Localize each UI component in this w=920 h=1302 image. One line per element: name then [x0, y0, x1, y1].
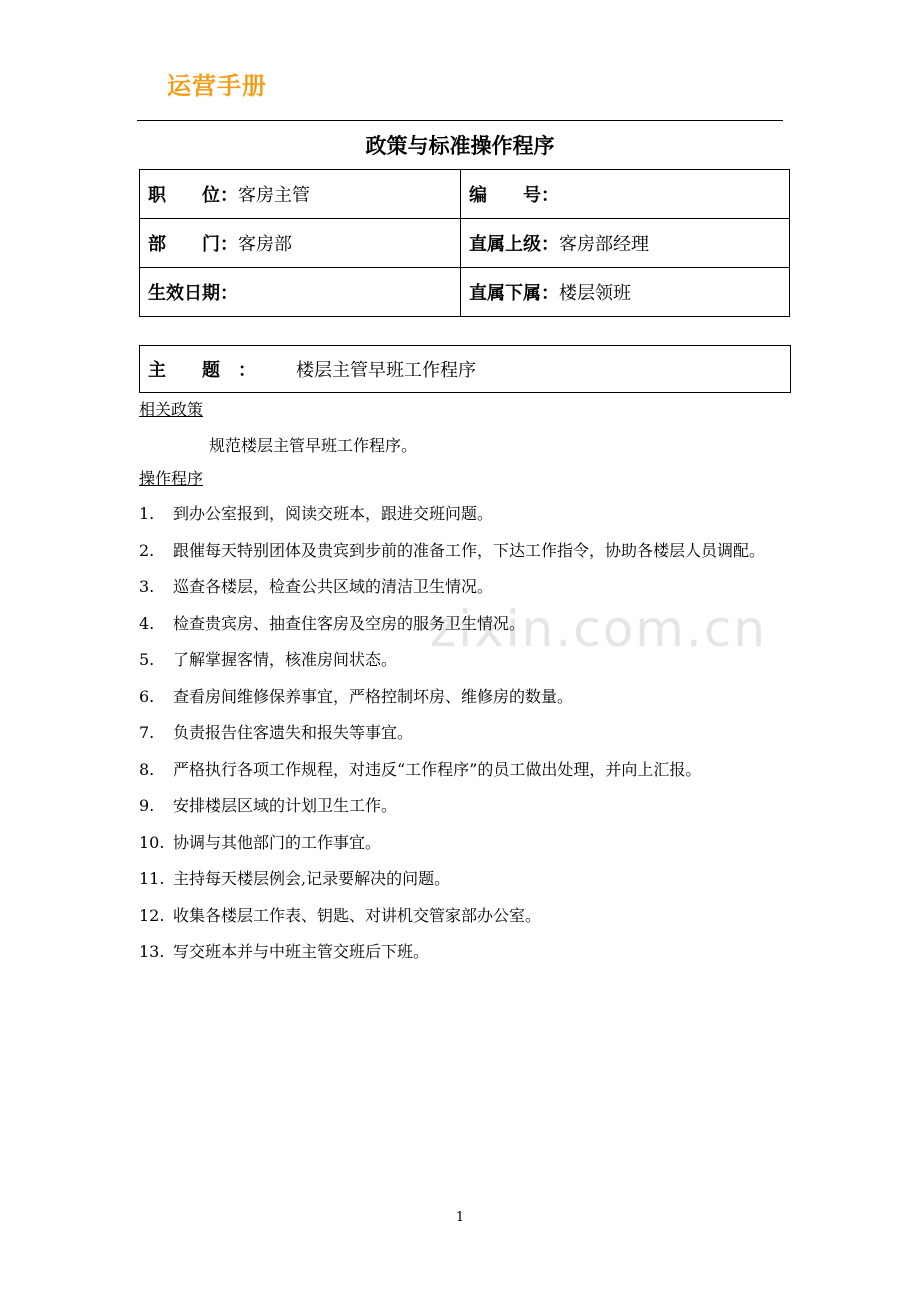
procedure-step — [139, 794, 799, 817]
info-table — [139, 169, 790, 317]
procedure-list — [139, 502, 799, 977]
number-cell — [461, 170, 790, 219]
page-number: 1 — [455, 1210, 465, 1225]
info-row — [140, 268, 790, 317]
step-number: 13. — [139, 942, 165, 961]
subordinate-label: 直属下属： — [469, 283, 559, 304]
step-number: 1. — [139, 504, 155, 523]
effective-date-label: 生效日期： — [148, 283, 238, 304]
step-text: 检查贵宾房、抽查住客房及空房的服务卫生情况。 — [173, 613, 526, 633]
subject-box — [139, 345, 791, 393]
step-text: 了解掌握客情，核准房间状态。 — [173, 650, 398, 669]
step-text: 查看房间维修保养事宜，严格控制坏房、维修房的数量。 — [173, 686, 574, 706]
policy-heading: 相关政策 — [139, 400, 204, 419]
procedure-step — [139, 721, 799, 744]
step-number: 11. — [139, 869, 165, 888]
department-label: 部 门： — [148, 234, 238, 255]
brand-title: 运营手册 — [167, 72, 267, 100]
procedure-heading: 操作程序 — [139, 469, 204, 488]
position-label: 职 位： — [148, 185, 238, 206]
department-value: 客房部 — [238, 234, 292, 255]
procedure-step — [139, 539, 799, 562]
subordinate-cell — [461, 268, 790, 317]
superior-cell — [461, 219, 790, 268]
department-cell — [140, 219, 461, 268]
step-text: 收集各楼层工作表、钥匙、对讲机交管家部办公室。 — [173, 905, 542, 925]
header-divider — [137, 120, 783, 121]
step-number: 8. — [139, 759, 155, 779]
subject-value: 楼层主管早班工作程序 — [296, 360, 476, 381]
step-text: 负责报告住客遗失和报失等事宜。 — [173, 723, 414, 742]
procedure-step — [139, 685, 799, 708]
procedure-step — [139, 867, 799, 890]
subject-label: 主 题 ： — [148, 360, 256, 381]
superior-value: 客房部经理 — [559, 234, 649, 255]
procedure-step — [139, 648, 799, 671]
procedure-step — [139, 940, 799, 963]
effective-date-cell — [140, 268, 461, 317]
document-title: 政策与标准操作程序 — [365, 134, 555, 158]
step-number: 4. — [139, 613, 155, 633]
superior-label: 直属上级： — [469, 234, 559, 255]
step-text: 严格执行各项工作规程，对违反“工作程序”的员工做出处理，并向上汇报。 — [173, 759, 702, 779]
info-row — [140, 219, 790, 268]
procedure-step — [139, 612, 799, 635]
procedure-step — [139, 758, 799, 781]
step-number: 5. — [139, 650, 155, 669]
info-row — [140, 170, 790, 219]
step-number: 9. — [139, 796, 155, 815]
position-cell — [140, 170, 461, 219]
position-value: 客房主管 — [238, 185, 310, 206]
procedure-step — [139, 831, 799, 854]
procedure-step — [139, 904, 799, 927]
number-label: 编 号： — [469, 185, 559, 206]
step-text: 协调与其他部门的工作事宜。 — [173, 832, 382, 852]
watermark: zixin.com.cn — [430, 600, 768, 658]
procedure-step — [139, 502, 799, 525]
step-number: 7. — [139, 723, 155, 742]
step-text: 到办公室报到，阅读交班本，跟进交班问题。 — [173, 504, 494, 523]
step-number: 12. — [139, 905, 165, 925]
procedure-step — [139, 575, 799, 598]
step-text: 写交班本并与中班主管交班后下班。 — [173, 942, 430, 961]
step-number: 6. — [139, 686, 155, 706]
policy-text: 规范楼层主管早班工作程序。 — [209, 436, 418, 455]
step-text: 跟催每天特别团体及贵宾到步前的准备工作，下达工作指令，协助各楼层人员调配。 — [173, 540, 766, 560]
step-number: 10. — [139, 832, 165, 852]
subordinate-value: 楼层领班 — [559, 283, 631, 304]
step-number: 2. — [139, 540, 155, 560]
step-number: 3. — [139, 577, 155, 596]
step-text: 安排楼层区域的计划卫生工作。 — [173, 796, 398, 815]
step-text: 巡查各楼层，检查公共区域的清洁卫生情况。 — [173, 577, 494, 596]
step-text: 主持每天楼层例会,记录要解决的问题。 — [173, 869, 451, 888]
